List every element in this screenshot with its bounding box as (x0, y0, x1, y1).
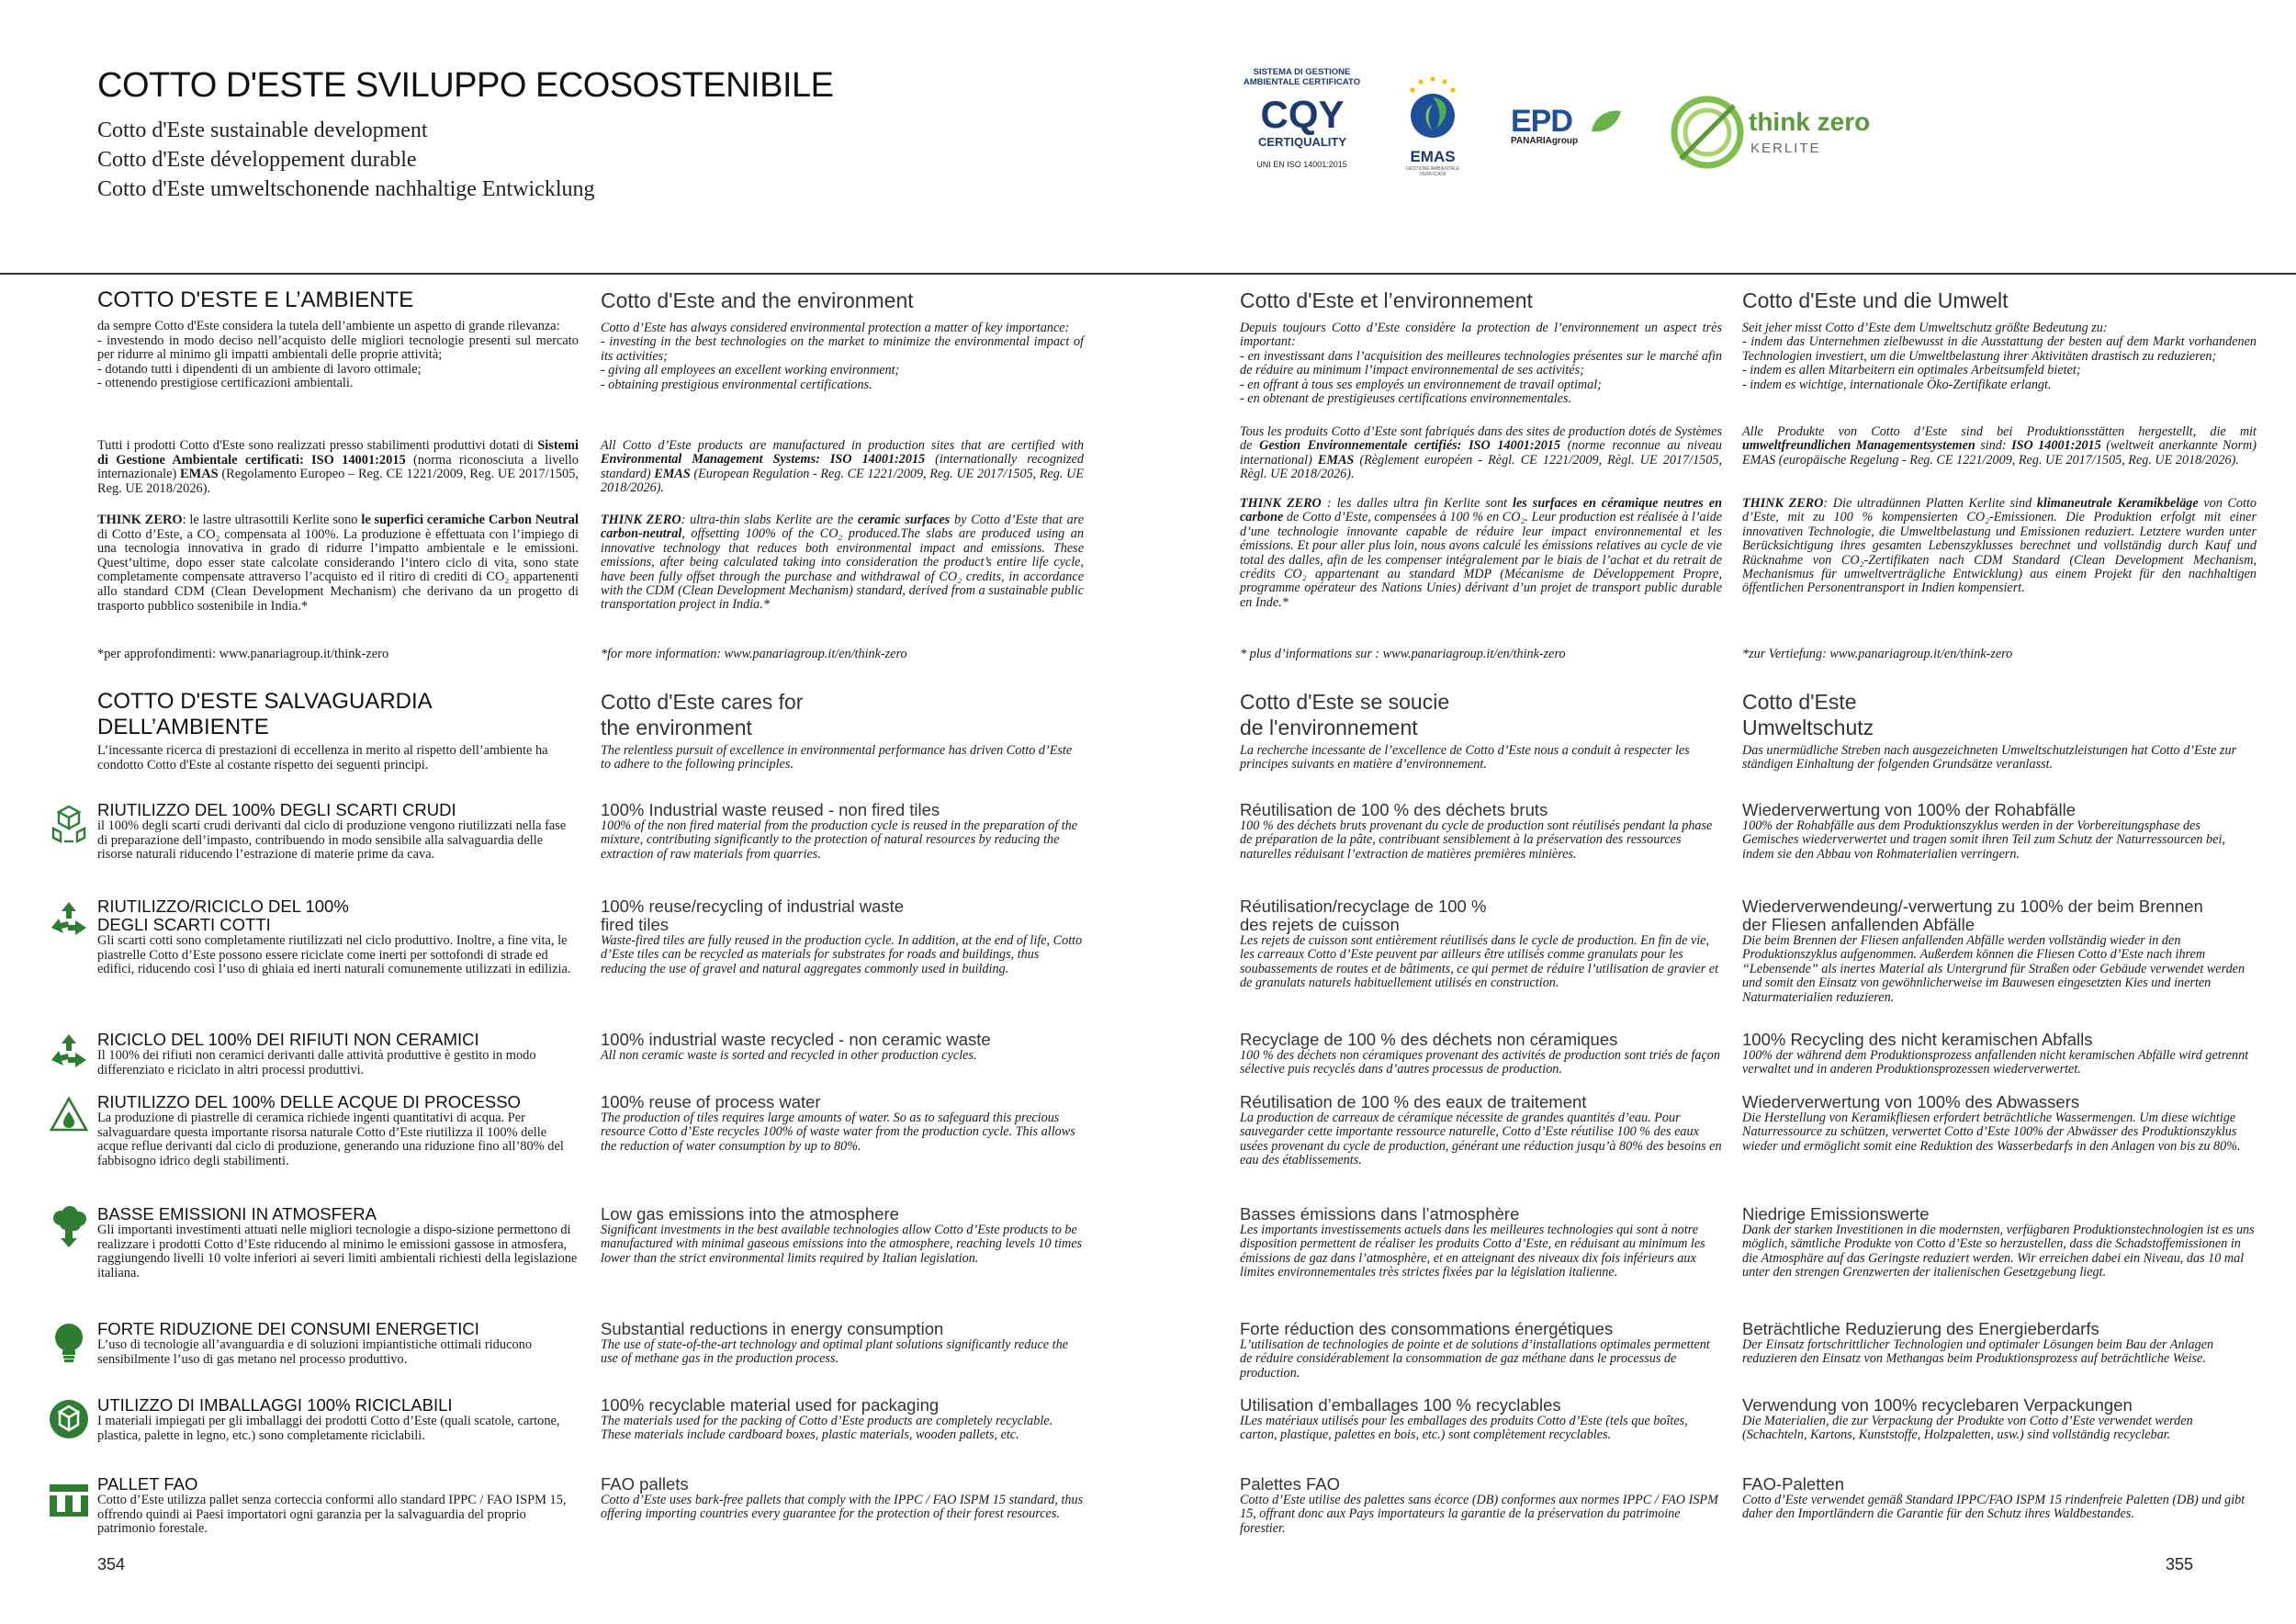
list-item (1742, 1093, 2257, 1154)
item-title: 100% Industrial waste reused - non fired tiles (601, 800, 940, 819)
paragraph-certifications (97, 439, 579, 496)
item-text: All non ceramic waste is sorted and recycled in other production cycles. (601, 1048, 977, 1063)
list-item (1742, 1396, 2257, 1443)
item-title: RIUTILIZZO DEL 100% DEGLI SCARTI CRUDI (97, 800, 456, 819)
paragraph-certifications (1240, 425, 1722, 482)
item-text: La production de carreaux de céramique nécessite de grandes quantités d’eau. Pour sauvegarder cette importante ressource naturelle, Cotto d’Este réutilise 100 % des eaux usées provenant du cycle de production, générant une réduction jusqu’à 80% des besoins en eau des établissements. (1240, 1111, 1722, 1168)
text-segment: (weltweit anerkannte Norm) EMAS (europäische Regelung - Reg. CE 1221/2009, Reg. UE 2017/1505, Reg. UE 2018/2026). (1742, 438, 2257, 468)
text-bold: ISO 14001:2015 (2011, 438, 2101, 454)
item-title: Substantial reductions in energy consumption (601, 1319, 944, 1338)
item-title: Forte réduction des consommations énergétiques (1240, 1319, 1614, 1338)
cqy-name-text: CERTIQUALITY (1257, 135, 1346, 149)
think-zero-word: think zero (1749, 107, 1871, 136)
light-bulb-icon (46, 1320, 92, 1366)
emas-word: EMAS (1410, 148, 1456, 165)
item-title: Wiederverwendeung/-verwertung zu 100% der beim Brennen der Fliesen anfallenden Abfälle (1742, 897, 2203, 934)
text-bold: THINK ZERO (1742, 496, 1824, 511)
recycle-arrows-icon (46, 1031, 92, 1077)
paragraph-intro: da sempre Cotto d'Este considera la tutela dell’ambiente un aspetto di grande rilevanza: - investendo in modo deciso nell’acquisto delle migliori tecnologie presenti sul mercato per ridurre al minimo gli impatti ambientali delle proprie attività; - dotando tutti i dipendenti di un ambiente di lavoro ottimale; - ottenendo prestigiose certificazioni ambientali. (97, 319, 579, 391)
item-text: 100% der während dem Produktionsprozess anfallenden nicht keramischen Abfälle wird getrennt verwaltet und in anderen Produktionsprozessen wiederverwertet. (1742, 1048, 2249, 1077)
list-item (601, 897, 1084, 976)
item-title: PALLET FAO (97, 1474, 198, 1494)
paragraph-think-zero (1742, 497, 2257, 596)
subtitle-list (97, 116, 595, 204)
paragraph-principles: The relentless pursuit of excellence in environmental performance has driven Cotto d’Este to adhere to the following principles. (601, 743, 1073, 773)
paragraph-link: *for more information: www.panariagroup.it/en/think-zero (601, 647, 907, 661)
item-text: ILes matériaux utilisés pour les emballages des produits Cotto d’Este (tels que boîtes, carton, plastique, palettes en bois, etc.) sont complètement recyclables. (1240, 1414, 1688, 1443)
text-segment: , offsetting 100% of the CO₂ produced.The slabs are produced using an innovative technology that reduces both environmental impact and emissions. These emissions, after being calculated taking into consideration the product’s entire life cycle, have been fully offset through the purchase and withdrawal of CO₂ credits, in accordance with the CDM (Clean Development Mechanism) standard, derived from a sustainable public transportation project in India.* (601, 526, 1084, 613)
cqy-caption: SISTEMA DI GESTIONE AMBIENTALE CERTIFICATO (1243, 67, 1361, 87)
list-item (1240, 1031, 1722, 1077)
item-title: 100% reuse of process water (601, 1092, 821, 1111)
item-text: Gli importanti investimenti attuati nelle migliori tecnologie a dispo-sizione permettono di realizzare i prodotti Cotto d’Este riducendo al minimo le emissioni gassose in atmosfera, raggiungendo livelli 10 volte inferiori ai severi limiti ambientali richiesti della legislazione italiana. (97, 1223, 578, 1280)
text-bold: THINK ZERO (601, 513, 681, 527)
text-segment: (norme reconnue au niveau international) (1240, 438, 1722, 468)
emas-stars-icon (1396, 72, 1469, 145)
item-title: 100% reuse/recycling of industrial waste fired tiles (601, 897, 905, 934)
item-title: Niedrige Emissionswerte (1742, 1204, 1930, 1224)
page-number-right: 355 (2166, 1555, 2194, 1573)
list-item (1240, 1396, 1722, 1443)
list-item (1240, 1205, 1722, 1280)
item-text: 100 % des déchets non céramiques provenant des activités de production sont triés de façon sélective puis recyclés dans d’autres processus de production. (1240, 1048, 1720, 1077)
item-text: 100% der Rohabfälle aus dem Produktionszyklus werden in der Vorbereitungsphase des Gemisches wiederverwertet und tragen somit ihren Teil zum Schutz der Naturressourcen bei, indem sie den Abbau von Rohmaterialien verringern. (1742, 818, 2225, 862)
list-item (97, 1031, 579, 1077)
list-item (97, 897, 579, 977)
section-title-safeguard: Cotto d'Este Umweltschutz (1742, 690, 1874, 739)
text-bold: THINK ZERO (97, 513, 183, 527)
section-title-environment: COTTO D'ESTE E L’AMBIENTE (97, 288, 414, 312)
text-bold: ceramic surfaces (858, 513, 951, 527)
list-item (97, 1093, 579, 1168)
cqy-mark-icon (1247, 87, 1357, 152)
text-bold: klimaneutrale Keramikbeläge (2036, 496, 2199, 511)
header-divider (0, 273, 2296, 275)
list-item (601, 801, 1084, 862)
text-segment: (Règlement européen - Règl. CE 1221/2009, Règl. UE 2017/1505, Règl. UE 2018/2026). (1240, 452, 1722, 482)
text-segment: sind: (1975, 438, 2012, 454)
text-bold: umweltfreundlichen Managementsystemen (1742, 438, 1975, 454)
text-segment: (internationally recognized standard) (601, 452, 1084, 481)
recycle-triangle-drop-icon (46, 1093, 92, 1139)
section-title-safeguard: COTTO D'ESTE SALVAGUARDIA DELL’AMBIENTE (97, 689, 433, 739)
paragraph-link: *zur Vertiefung: www.panariagroup.it/en/think-zero (1742, 647, 2013, 661)
emas-logo (1396, 72, 1469, 191)
paragraph-certifications (1742, 425, 2257, 468)
paragraph-intro: Depuis toujours Cotto d’Este considère la protection de l’environnement un aspect très important: - en investissant dans l’acquisition des meilleures technologies présentes sur le marché afin de réduire au minimum l’impact environnemental de ses activités; - en offrant à tous ses employés un environnement de travail optimal; - en obtenant de prestigieuses certifications environnementales. (1240, 321, 1722, 407)
text-segment: (European Regulation - Reg. CE 1221/2009, Reg. UE 2017/1505, Reg. UE 2018/2026). (601, 466, 1084, 496)
paragraph-link: *per approfondimenti: www.panariagroup.it/think-zero (97, 647, 389, 661)
cqy-standard: UNI EN ISO 14001:2015 (1256, 160, 1347, 169)
epd-subtitle: PANARIAgroup (1511, 136, 1579, 146)
list-item (97, 1396, 579, 1443)
item-title: RIUTILIZZO DEL 100% DELLE ACQUE DI PROCESSO (97, 1092, 521, 1111)
item-text: Il 100% dei rifiuti non ceramici derivanti dalle attività produttive è gestito in modo differenziato e riciclato in altri processi produttivi. (97, 1048, 536, 1077)
list-item (601, 1205, 1084, 1266)
item-text: Cotto d’Este utilizza pallet senza corteccia conformi allo standard IPPC / FAO ISPM 15, offrendo quindi ai Paesi importatori ogni garanzia per la salvaguardia del proprio patrimonio forestale. (97, 1493, 567, 1537)
item-text: The use of state-of-the-art technology and optimal plant solutions significantly reduce the use of methane gas in the production process. (601, 1337, 1068, 1367)
factory-cloud-icon (46, 1205, 92, 1251)
section-title-environment: Cotto d'Este and the environment (601, 288, 914, 312)
list-item (1742, 1475, 2257, 1522)
item-text: Die beim Brennen der Fliesen anfallenden Abfälle werden vollständig wieder in den Produktionszyklus aufgenommen. Außerdem können die Fliesen Cotto d’Este nach ihrem “Lebensende” als inertes Material als Untergrund für Straßen oder Gebäude verwendet werden und somit den Einsatz von gewöhnlicherweise im Bauwesen eingesetzten Kies und inerten Naturmaterialien reduzieren. (1742, 933, 2245, 1005)
item-title: FAO-Paletten (1742, 1474, 1845, 1494)
text-segment: All Cotto d’Este products are manufactured in production sites that are certified with (601, 438, 1084, 453)
section-title-environment: Cotto d'Este und die Umwelt (1742, 288, 2009, 312)
think-zero-circle-icon (1670, 95, 1745, 170)
emas-caption: GESTIONE AMBIENTALE VERIFICATA (1405, 166, 1460, 177)
list-item (601, 1320, 1084, 1367)
page-number-left: 354 (97, 1555, 126, 1573)
paragraph-link: * plus d’informations sur : www.panariagroup.it/en/think-zero (1240, 647, 1566, 661)
item-text: 100 % des déchets bruts provenant du cycle de production sont réutilisés pendant la phase de préparation de la pâte, contribuant sensiblement à la préservation des ressources naturelles réduisant l’extraction de matières premières minières. (1240, 818, 1713, 862)
item-title: RIUTILIZZO/RICICLO DEL 100% DEGLI SCARTI COTTI (97, 897, 349, 934)
cqy-mark-text: CQY (1259, 93, 1345, 136)
item-title: Verwendung von 100% recyclebaren Verpackungen (1742, 1395, 2133, 1415)
item-text: Cotto d’Este utilise des palettes sans écorce (DB) conformes aux normes IPPC / FAO ISPM 15, offrant donc aux Pays importateurs la garantie de la préservation du patrimoine forestier. (1240, 1493, 1718, 1536)
text-segment: di Cotto d’Este, a CO₂ compensata al 100%. La produzione è effettuata con l’impiego di una tecnologia innovativa in grado di ridurre l’impatto ambientale e le emissioni. Quest’ultime, dopo esser state calcolate considerando l’intero ciclo di vita, sono state completamente compensate attraverso l’acquisto ed il ritiro di crediti di CO₂ appartenenti allo standard CDM (Clean Development Mechanism) che derivano da un progetto di trasporto pubblico sostenibile in India.* (97, 526, 579, 614)
item-text: La produzione di piastrelle di ceramica richiede ingenti quantitativi di acqua. Per salvaguardare questa importante risorsa naturale Cotto d’Este riutilizza il 100% delle acque reflue derivanti dal ciclo di produzione, generando una riduzione fino all’80% del fabbisogno idrico degli stabilimenti. (97, 1111, 564, 1168)
list-item (1742, 1031, 2257, 1077)
item-title: Réutilisation de 100 % des déchets bruts (1240, 800, 1548, 819)
epd-logo (1511, 104, 1630, 159)
text-segment: Tutti i prodotti Cotto d'Este sono realizzati presso stabilimenti produttivi dotati di (97, 438, 538, 453)
paragraph-think-zero (1240, 497, 1722, 610)
text-bold: THINK ZERO (1240, 496, 1322, 511)
text-bold: le superfici ceramiche Carbon Neutral (361, 513, 579, 527)
recycle-cubes-icon (46, 801, 92, 847)
item-text: L’uso di tecnologie all’avanguardia e di soluzioni impiantistiche ottimali riducono sensibilmente l’uso di gas metano nel processo produttivo. (97, 1337, 533, 1367)
item-text: Dank der starken Investitionen in die modernsten, verfügbaren Produktionstechnologien ist es uns möglich, sämtliche Produkte von Cotto d’Este so herzustellen, dass die Schadstoffemissionen in die Atmosphäre auf das Geringste reduziert werden. Wir erreichen dabei ein Niveau, das 10 mal unter den strengen Grenzwerten der italienischen Gesetzgebung liegt. (1742, 1223, 2255, 1280)
list-item (601, 1396, 1084, 1443)
paragraph-principles: L’incessante ricerca di prestazioni di eccellenza in merito al rispetto dell’ambiente ha condotto Cotto d'Este al costante rispetto dei seguenti principi. (97, 743, 548, 773)
text-segment: by Cotto d’Este that are (950, 513, 1084, 527)
paragraph-certifications (601, 439, 1084, 496)
item-title: FORTE RIDUZIONE DEI CONSUMI ENERGETICI (97, 1319, 479, 1338)
item-title: Réutilisation/recyclage de 100 % des rejets de cuisson (1240, 897, 1487, 934)
list-item (1240, 1475, 1722, 1536)
item-title: RICICLO DEL 100% DEI RIFIUTI NON CERAMICI (97, 1030, 479, 1049)
text-bold: Sistemi di Gestione Ambientale certificati: ISO 14001:2015 (97, 438, 579, 468)
epd-word: EPD (1511, 104, 1572, 139)
text-segment: : ultra-thin slabs Kerlite are the (681, 513, 859, 527)
text-bold: EMAS (654, 466, 691, 481)
recycle-arrows-icon (46, 898, 92, 944)
item-text: Significant investments in the best available technologies allow Cotto d’Este products to be manufactured with minimal gaseous emissions into the atmosphere, reaching levels 10 times lower than the strict environmental limits required by Italian legislation. (601, 1223, 1083, 1266)
subtitle-de: Cotto d'Este umweltschonende nachhaltige Entwicklung (97, 177, 595, 201)
paragraph-principles: Das unermüdliche Streben nach ausgezeichneten Umweltschutzleistungen hat Cotto d’Este zur ständigen Einhaltung der folgenden Grundsätze veranlasst. (1742, 743, 2237, 773)
item-title: Réutilisation de 100 % des eaux de traitement (1240, 1092, 1587, 1111)
recycle-box-icon (46, 1396, 92, 1442)
section-title-environment: Cotto d'Este et l’environnement (1240, 288, 1533, 312)
item-text: L’utilisation de technologies de pointe et de solutions d’installations optimales permettent de réduire considérablement la consommation de gaz méthane dans le processus de production. (1240, 1337, 1710, 1381)
text-bold: Environmental Management Systems: ISO 14001:2015 (601, 452, 926, 468)
paragraph-intro: Seit jeher misst Cotto d’Este dem Umweltschutz größte Bedeutung zu: - indem das Unternehmen zielbewusst in die Ausstattung der besten auf dem Markt vorhandenen Technologien investiert, um die Umweltbelastung ihrer Aktivitäten drastisch zu reduzieren; - indem es allen Mitarbeitern ein optimales Arbeitsumfeld bietet; - indem es wichtige, internationale Öko-Zertifikate erlangt. (1742, 321, 2257, 392)
text-segment: : Die ultradünnen Platten Kerlite sind (1823, 496, 2037, 511)
text-segment: : le lastre ultrasottili Kerlite sono (182, 513, 362, 527)
item-text: I materiali impiegati per gli imballaggi dei prodotti Cotto d’Este (quali scatole, cartone, plastica, palette in legno, etc.) sono completamente riciclabili. (97, 1414, 560, 1443)
list-item (1240, 1093, 1722, 1168)
item-text: The materials used for the packing of Cotto d’Este products are completely recyclable. These materials include cardboard boxes, plastic materials, wooden pallets, etc. (601, 1414, 1053, 1443)
paragraph-think-zero (97, 513, 579, 614)
item-text: The production of tiles requires large amounts of water. So as to safeguard this precious resource Cotto d’Este recycles 100% of waste water from the production cycle. This allows the reduction of water consumption by up to 80%. (601, 1111, 1075, 1154)
list-item (97, 801, 579, 863)
item-title: FAO pallets (601, 1474, 689, 1494)
text-segment: von Cotto d’Este, mit zu 100 % kompensierten CO₂-Emissionen. Die Produktion erfolgt mit einer innovativen Technologie, die Umweltbelastung und Emissionen reduziert. Letztere wurden unter Berücksichtigung ihres gesamten Lebenszyklusses berechnet und vollständig durch Kauf und Rücknahme von CO₂-Zertifikaten nach CDM Standard (Clean Development Mechanism, Mechanismus für umweltverträgliche Entwicklung) aus einem Projekt für den nachhaltigen öffentlichen Personentransport in Indien kompensiert. (1742, 496, 2257, 596)
list-item (601, 1475, 1084, 1522)
page-title: COTTO D'ESTE SVILUPPO ECOSOSTENIBILE (97, 66, 834, 105)
item-text: Cotto d’Este uses bark-free pallets that comply with the IPPC / FAO ISPM 15 standard, thus offering importing countries every guarantee for the protection of their forest resources. (601, 1493, 1084, 1522)
section-title-safeguard: Cotto d'Este se soucie de l'environnement (1240, 690, 1450, 739)
text-bold: EMAS (1317, 452, 1355, 468)
item-text: il 100% degli scarti crudi derivanti dal ciclo di produzione vengono riutilizzati nella fase di preparazione dell’impasto, contribuendo in modo sensibile alla salvaguardia delle risorse naturali riducendo l’estrazione di materie prime da cava. (97, 818, 567, 863)
think-zero-brand: KERLITE (1750, 141, 1821, 156)
text-bold: EMAS (180, 467, 219, 482)
item-title: Utilisation d’emballages 100 % recyclables (1240, 1395, 1561, 1415)
paragraph-think-zero (601, 513, 1084, 613)
item-text: Der Einsatz fortschrittlicher Technologien und optimaler Lösungen beim Bau der Anlagen reduzieren den Einsatz von Methangas beim Produktionsprozess auf beträchtliche Weise. (1742, 1337, 2214, 1367)
text-bold: Gestion Environnementale certifiés: ISO 14001:2015 (1259, 438, 1560, 454)
item-title: BASSE EMISSIONI IN ATMOSFERA (97, 1204, 377, 1224)
text-segment: (Regolamento Europeo – Reg. CE 1221/2009, Reg. UE 2017/1505, Reg. UE 2018/2026). (97, 467, 579, 496)
epd-leaf-icon (1590, 107, 1623, 135)
item-title: Palettes FAO (1240, 1474, 1340, 1494)
list-item (1742, 897, 2257, 1005)
item-text: Les rejets de cuisson sont entièrement réutilisés dans le cycle de production. En fin de vie, les carreaux Cotto d’Este peuvent par ailleurs être utilisés comme granulats pour les soubassements de routes et de bâtiments, ce qui permet de réduire l’utilisation de gravier et de granulats naturels habituellement utilisés en construction. (1240, 933, 1719, 991)
list-item (1742, 801, 2257, 862)
item-text: Waste-fired tiles are fully reused in the production cycle. In addition, at the end of life, Cotto d’Este tiles can be recycled as materials for substrates for roads and buildings, thus reducing the use of gravel and natural aggregates commonly used in building. (601, 933, 1083, 976)
pallet-icon (46, 1475, 92, 1521)
subtitle-en: Cotto d'Este sustainable development (97, 118, 428, 142)
list-item (1742, 1320, 2257, 1367)
item-text: Die Herstellung von Keramikfliesen erfordert beträchtliche Wassermengen. Um diese wichtige Naturressource zu schützen, verwertet Cotto d’Este 100% der Abwässer des Produktionszyklus wieder und ermöglicht somit eine Reduktion des Wasserbedarfs in den Anlagen von bis zu 80%. (1742, 1111, 2241, 1154)
item-text: Die Materialien, die zur Verpackung der Produkte von Cotto d’Este verwendet werden (Schachteln, Kartons, Kunststoffe, Holzpaletten, usw.) sind vollständig recyclebar. (1742, 1414, 2193, 1443)
item-title: 100% industrial waste recycled - non ceramic waste (601, 1030, 991, 1049)
item-text: Les importants investissements actuels dans les meilleures technologies qui sont à notre disposition permettent de réaliser les produits Cotto d’Este, en réduisant au minimum les émissions de gaz dans l’atmosphère, et en atteignant des niveaux dix fois inférieurs aux limites environnementales très strictes fixées par la législation italienne. (1240, 1223, 1705, 1280)
paragraph-principles: La recherche incessante de l’excellence de Cotto d’Este nous a conduit à respecter les principes suivants en matière d’environnement. (1240, 743, 1690, 773)
text-segment: de Cotto d’Este, compensées à 100 % en CO₂. Leur production est réalisée à l’aide d’une technologie innovante capable de réduire leur impact environnemental et les émissions. Et pour aller plus loin, nous avons calculé les émissions relatives au cycle de vie total des dalles, afin de les compenser intégralement par le biais de l’achat et du retrait de crédits CO₂ appartenant au standard MDP (Mécanisme de Développement Propre, programme opérateur des Nations Unies) dérivant d’un projet de transport public durable en Inde.* (1240, 510, 1722, 610)
item-text: 100% of the non fired material from the production cycle is reused in the preparation of the mixture, contributing significantly to the protection of natural resources by reducing the extraction of raw materials from quarries. (601, 818, 1078, 862)
list-item (601, 1031, 1084, 1063)
item-title: UTILIZZO DI IMBALLAGGI 100% RICICLABILI (97, 1395, 453, 1415)
list-item (97, 1205, 579, 1280)
think-zero-logo (1670, 95, 1908, 177)
item-title: Recyclage de 100 % des déchets non céramiques (1240, 1030, 1618, 1049)
text-segment: Tous les produits Cotto d’Este sont fabriqués dans des sites de production dotés de Systèmes de (1240, 424, 1722, 454)
list-item (1240, 897, 1722, 991)
list-item (1742, 1205, 2257, 1280)
item-title: Beträchtliche Reduzierung des Energieberdarfs (1742, 1319, 2099, 1338)
text-segment: Alle Produkte von Cotto d’Este sind bei Produktionsstätten hergestellt, die mit (1742, 424, 2257, 439)
text-segment: (norma riconosciuta a livello internazionale) (97, 452, 580, 482)
item-title: Low gas emissions into the atmosphere (601, 1204, 899, 1224)
text-segment: : les dalles ultra fin Kerlite sont (1321, 496, 1514, 511)
list-item (97, 1320, 579, 1367)
text-bold: carbon-neutral (601, 526, 682, 542)
list-item (1240, 801, 1722, 862)
section-title-safeguard: Cotto d'Este cares for the environment (601, 690, 804, 739)
item-text: Cotto d’Este verwendet gemäß Standard IPPC/FAO ISPM 15 rindenfreie Paletten (DB) und gibt daher den Importländern die Garantie für den Schutz ihres Waldbestandes. (1742, 1493, 2245, 1522)
item-title: Wiederverwertung von 100% des Abwassers (1742, 1092, 2080, 1111)
text-bold: les surfaces en céramique neutres en carbone (1240, 496, 1722, 525)
paragraph-intro: Cotto d’Este has always considered environmental protection a matter of key importance: - investing in the best technologies on the market to minimize the environmental impact of its activities; - giving all employees an excellent working environment; - obtaining prestigious environmental certifications. (601, 321, 1084, 392)
item-title: Wiederverwertung von 100% der Rohabfälle (1742, 800, 2077, 819)
list-item (1240, 1320, 1722, 1381)
item-title: 100% recyclable material used for packaging (601, 1395, 940, 1415)
item-title: Basses émissions dans l’atmosphère (1240, 1204, 1520, 1224)
list-item (97, 1475, 579, 1537)
item-text: Gli scarti cotti sono completamente riutilizzati nel ciclo produttivo. Inoltre, a fine vita, le piastrelle Cotto d’Este possono essere riciclate come inerti per sottofondi di strade ed edifici, riducendo così l’uso di ghiaia ed inerti naturali comunemente utilizzati in edilizia. (97, 933, 571, 977)
subtitle-fr: Cotto d'Este développement durable (97, 148, 417, 172)
item-title: 100% Recycling des nicht keramischen Abfalls (1742, 1030, 2093, 1049)
certiquality-logo (1240, 67, 1364, 196)
list-item (601, 1093, 1084, 1154)
